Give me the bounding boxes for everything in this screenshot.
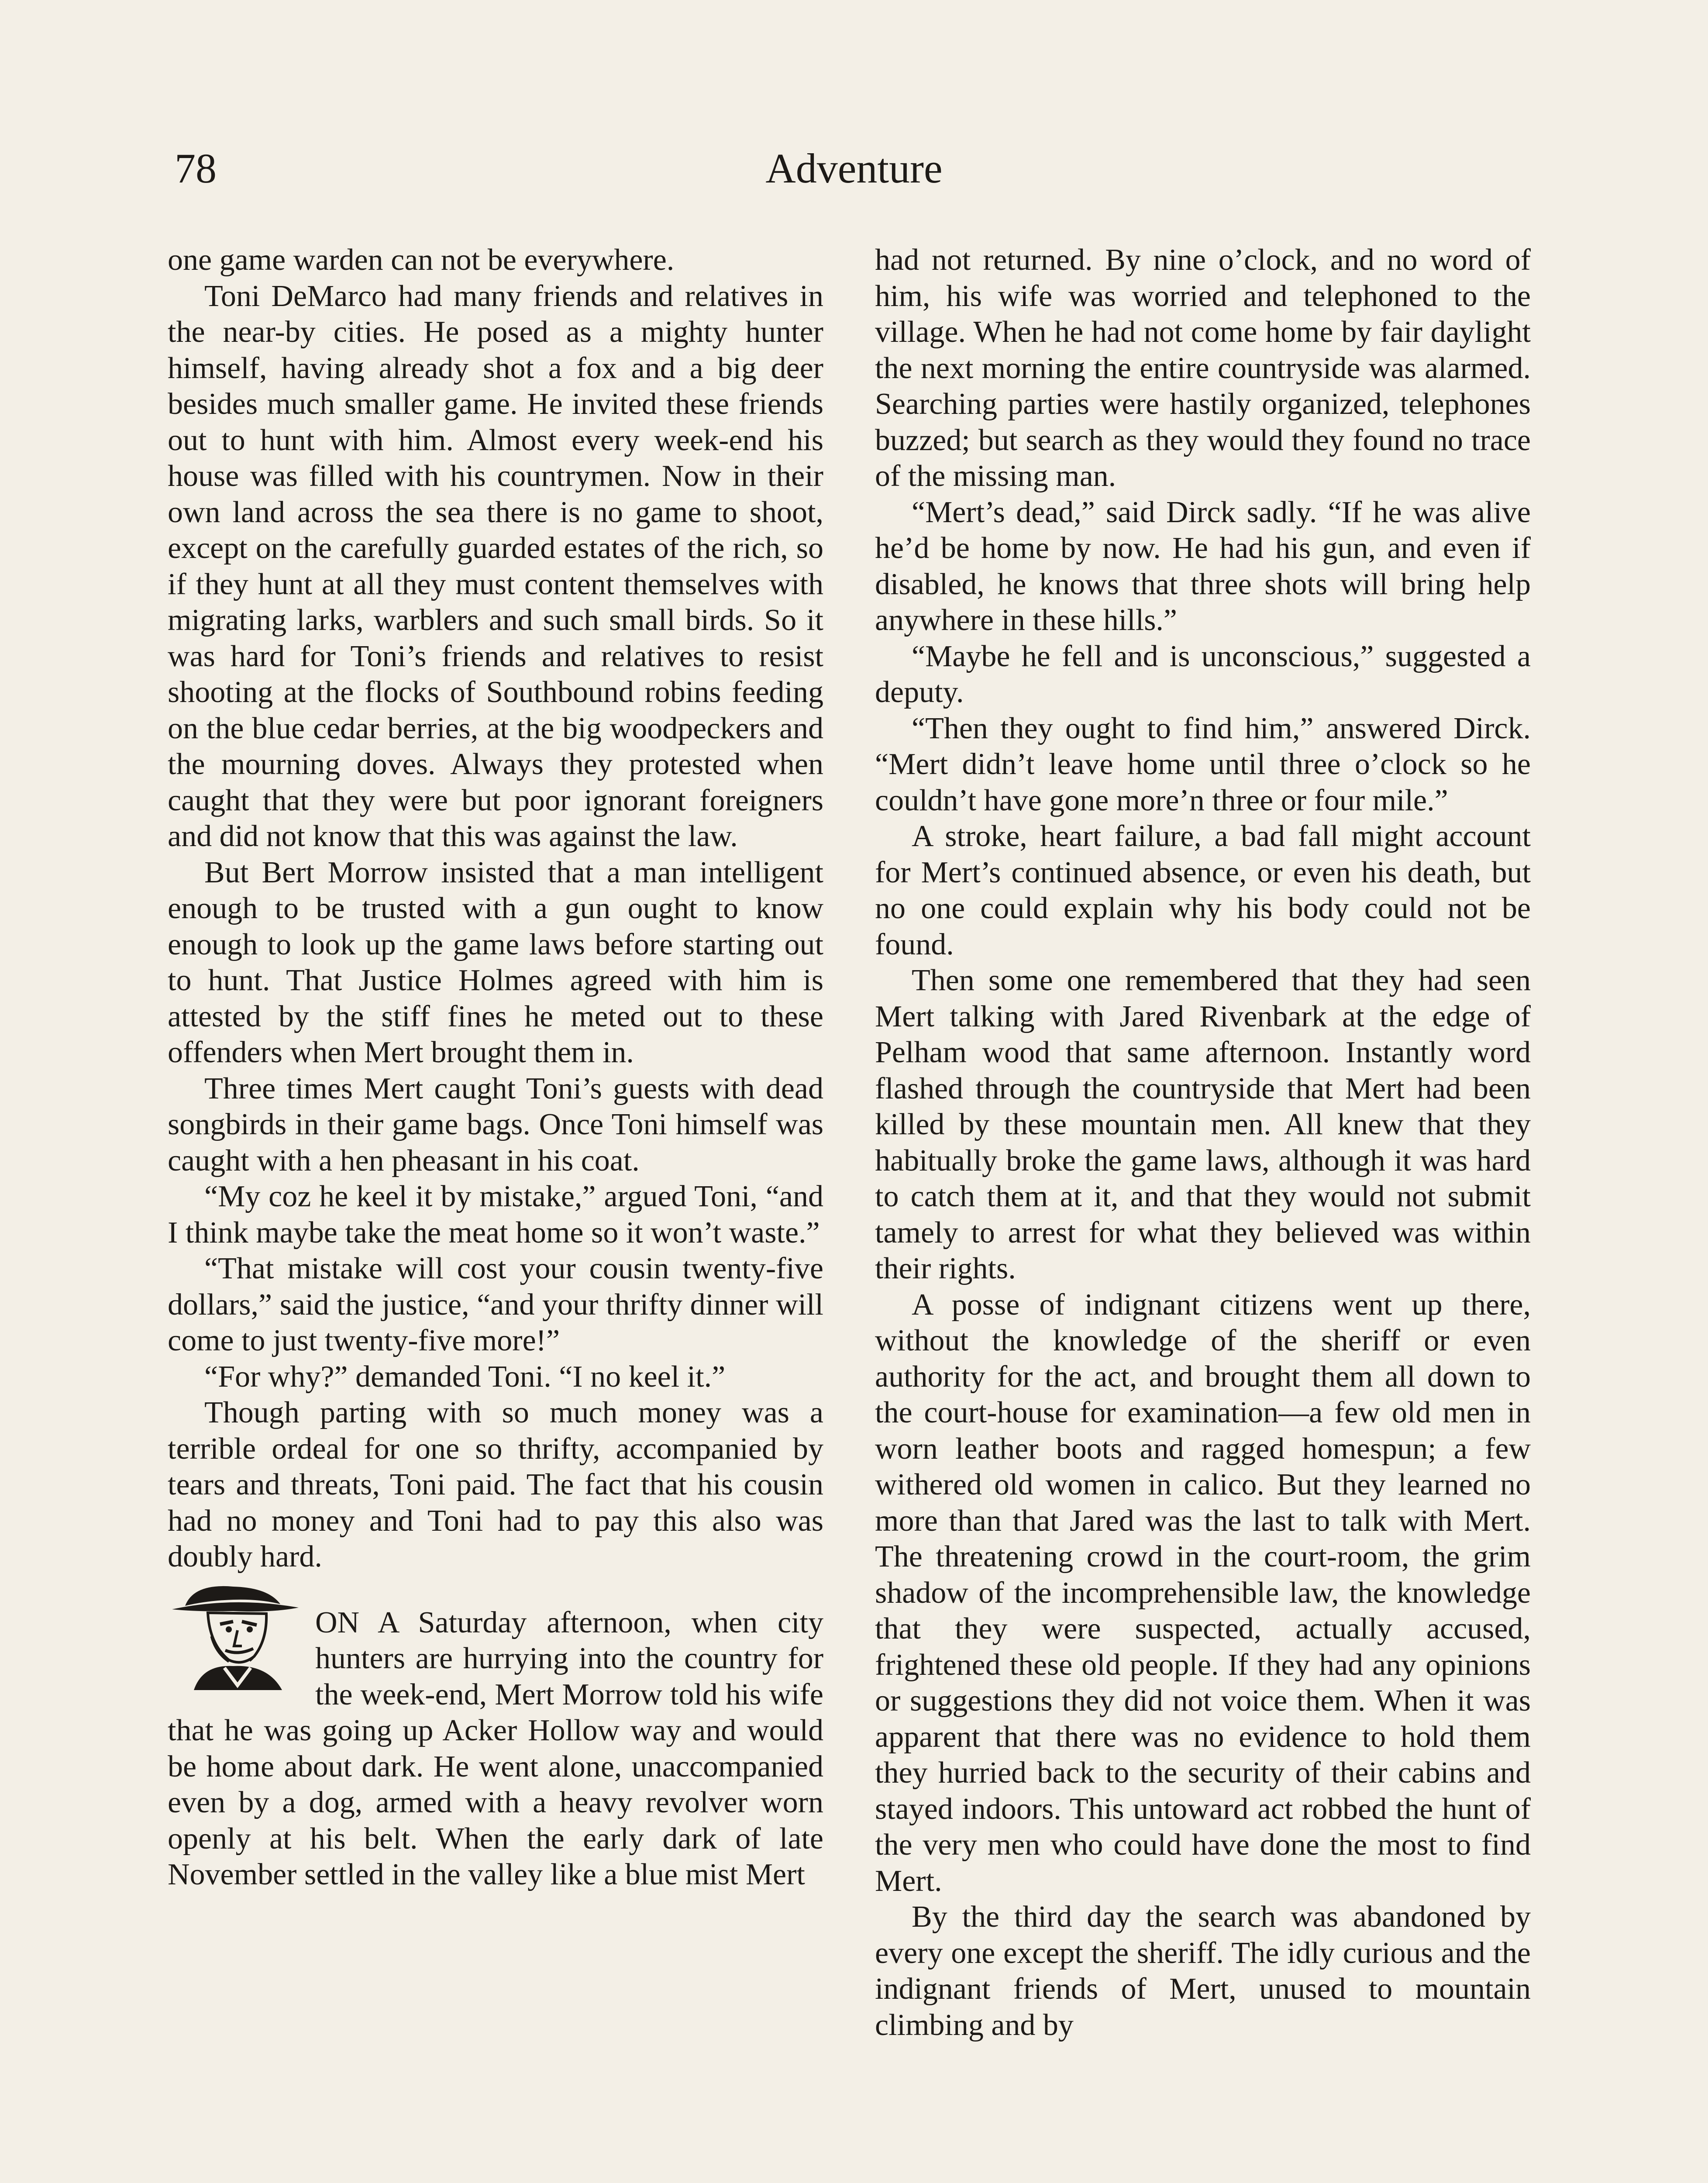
paragraph-section-opening: ON A Saturday afternoon, when city hunters are hurrying into the country for the week-end, Mert Morrow told his wife that he was going up Acker Hollow way and would be home about dark. He went alone, unaccompanied even by a dog, armed with a heavy revolver worn openly at his belt. When the early dark of late November settled in the valley like a blue mist Mert xyxy=(168,1605,823,1891)
paragraph: A posse of indignant citizens went up there, without the knowledge of the sheriff or even authority for the act, and brought them all down to the court-house for examination—a few old men in worn leather boots and ragged homespun; a few withered old women in calico. But they learned no more than that Jared was the last to talk with Mert. The threatening crowd in the court-room, the grim shadow of the incomprehensible law, the knowledge that they were suspected, actually accused, frightened these old people. If they had any opinions or suggestions they did not voice them. When it was apparent that there was no evidence to hold them they hurried back to the security of their cabins and stayed indoors. This untoward act robbed the hunt of the very men who could have done the most to find Mert. xyxy=(875,1288,1531,1898)
paragraph: “Maybe he fell and is unconscious,” suggested a deputy. xyxy=(875,639,1531,709)
paragraph: Toni DeMarco had many friends and relatives in the near-by cities. He posed as a mighty hunter himself, having already shot a fox and a big deer besides much smaller game. He invited these friends out to hunt with him. Almost every week-end his house was filled with his countrymen. Now in their own land across the sea there is no game to shoot, except on the carefully guarded estates of the rich, so if they hunt at all they must content themselves with migrating larks, warblers and such small birds. So it was hard for Toni’s friends and relatives to resist shooting at the flocks of Southbound robins feeding on the blue cedar berries, at the big woodpeckers and the mourning doves. Always they protested when caught that they were but poor ignorant foreigners and did not know that this was against the law. xyxy=(168,279,823,853)
paragraph: But Bert Morrow insisted that a man intelligent enough to be trusted with a gun ought to know enough to look up the game laws before starting out to hunt. That Justice Holmes agreed with him is attested by the stiff fines he meted out to these offenders when Mert brought them in. xyxy=(168,855,823,1069)
paragraph: “Then they ought to find him,” answered Dirck. “Mert didn’t leave home until three o’clock so he couldn’t have gone more’n three or four mile.” xyxy=(875,711,1531,817)
right-column xyxy=(875,242,1531,2043)
left-column xyxy=(168,242,823,1893)
paragraph: By the third day the search was abandoned by every one except the sheriff. The idly curious and the indignant friends of Mert, unused to mountain climbing and by xyxy=(875,1900,1531,2042)
paragraph: “My coz he keel it by mistake,” argued Toni, “and I think maybe take the meat home so it won’t waste.” xyxy=(168,1180,823,1250)
running-head-title: Adventure xyxy=(765,145,943,192)
paragraph: Though parting with so much money was a terrible ordeal for one so thrifty, accompanied by tears and threats, Toni paid. The fact that his cousin had no money and Toni had to pay this also was doubly hard. xyxy=(168,1396,823,1574)
hunter-portrait-icon xyxy=(168,1579,306,1690)
paragraph: one game warden can not be everywhere. xyxy=(168,243,675,277)
paragraph: Then some one remembered that they had seen Mert talking with Jared Rivenbark at the edge of Pelham wood that same afternoon. Instantly word flashed through the countryside that Mert had been killed by these mountain men. All knew that they habitually broke the game laws, although it was hard to catch them at it, and that they would not submit tamely to arrest for what they believed was within their rights. xyxy=(875,964,1531,1285)
paragraph: “Mert’s dead,” said Dirck sadly. “If he was alive he’d be home by now. He had his gun, and even if disabled, he knows that three shots will bring help anywhere in these hills.” xyxy=(875,495,1531,637)
paragraph: Three times Mert caught Toni’s guests with dead songbirds in their game bags. Once Toni himself was caught with a hen pheasant in his coat. xyxy=(168,1071,823,1178)
paragraph: “For why?” demanded Toni. “I no keel it.” xyxy=(204,1360,726,1394)
paragraph: A stroke, heart failure, a bad fall might account for Mert’s continued absence, or even his death, but no one could explain why his body could not be found. xyxy=(875,819,1531,961)
page-number: 78 xyxy=(175,145,217,192)
paragraph: “That mistake will cost your cousin twenty-five dollars,” said the justice, “and your thrifty dinner will come to just twenty-five more!” xyxy=(168,1252,823,1357)
paragraph: had not returned. By nine o’clock, and no word of him, his wife was worried and telephoned to the village. When he had not come home by fair daylight the next morning the entire countryside was alarmed. Searching parties were hastily organized, telephones buzzed; but search as they would they found no trace of the missing man. xyxy=(875,243,1531,493)
